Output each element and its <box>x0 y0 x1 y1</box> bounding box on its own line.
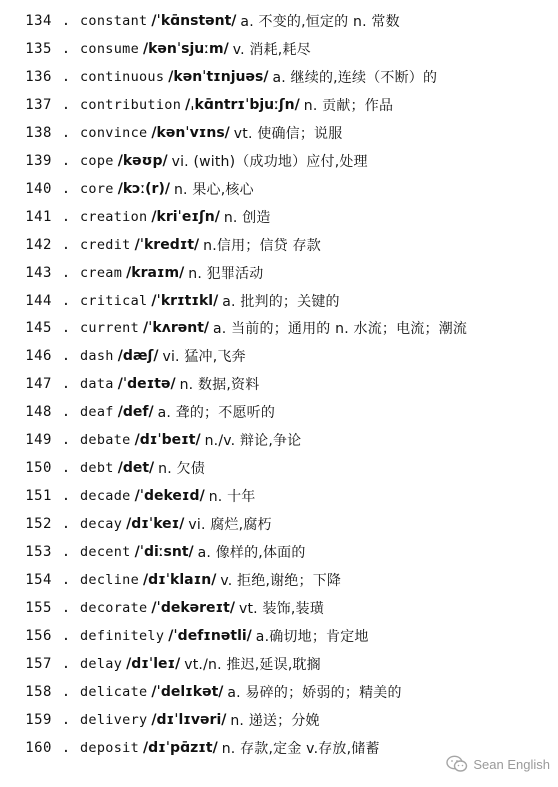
entry-phonetic: /dæʃ/ <box>117 348 159 365</box>
entry-word: decent <box>80 544 131 561</box>
entry-word: creation <box>80 208 148 225</box>
entry-separator: . <box>61 739 71 756</box>
entry-number: 150 <box>25 460 52 477</box>
entry-phonetic: /ˈkʌrənt/ <box>143 320 210 337</box>
entry-phonetic: /ˌkɑ̄ntrɪˈbjuːʃn/ <box>185 96 300 113</box>
entry-number: 135 <box>25 40 52 57</box>
entry-phonetic: /ˈdekeɪd/ <box>134 488 205 505</box>
entry-meaning: vi. (with)（成功地）应付,处理 <box>171 153 368 170</box>
entry-word: deposit <box>80 739 139 756</box>
entry-row <box>0 91 558 119</box>
entry-meaning: n. 十年 <box>208 489 256 506</box>
watermark-text: Sean English <box>473 756 550 772</box>
entry-row <box>0 398 558 426</box>
entry-meaning: n. 贡献；作品 <box>303 97 394 114</box>
entry-number: 142 <box>25 236 52 253</box>
entry-word: delicate <box>80 683 148 700</box>
entry-separator: . <box>61 599 71 616</box>
entry-number: 159 <box>25 711 52 728</box>
entry-row <box>0 538 558 566</box>
entry-separator: . <box>61 348 71 365</box>
entry-separator: . <box>61 627 71 644</box>
entry-row <box>0 622 558 650</box>
entry-number: 156 <box>25 627 52 644</box>
entry-row <box>0 203 558 231</box>
entry-row <box>0 426 558 454</box>
entry-meaning: n./v. 辩论,争论 <box>204 433 302 450</box>
entry-word: credit <box>80 236 131 253</box>
entry-phonetic: /kənˈvɪns/ <box>151 124 230 141</box>
entry-row <box>0 314 558 342</box>
entry-phonetic: /kənˈtɪnjuəs/ <box>168 68 269 85</box>
entry-phonetic: /ˈkredɪt/ <box>134 236 200 253</box>
entry-number: 136 <box>25 68 52 85</box>
entry-word: convince <box>80 124 148 141</box>
entry-number: 155 <box>25 599 52 616</box>
entry-separator: . <box>61 516 71 533</box>
entry-word: decay <box>80 516 123 533</box>
entry-phonetic: /kɔː(r)/ <box>117 180 170 197</box>
entry-meaning: v. 消耗,耗尽 <box>232 41 311 58</box>
entry-separator: . <box>61 488 71 505</box>
entry-meaning: a. 聋的；不愿听的 <box>157 405 276 422</box>
entry-separator: . <box>61 292 71 309</box>
entry-separator: . <box>61 68 71 85</box>
entry-row <box>0 7 558 35</box>
entry-meaning: n. 递送；分娩 <box>230 712 320 729</box>
entry-word: deaf <box>80 404 114 421</box>
entry-number: 145 <box>25 320 52 337</box>
entry-phonetic: /ˈdelɪkət/ <box>151 683 224 700</box>
entry-number: 140 <box>25 180 52 197</box>
entry-word: critical <box>80 292 148 309</box>
entry-meaning: n. 犯罪活动 <box>188 265 264 282</box>
entry-word: decorate <box>80 599 148 616</box>
entry-number: 134 <box>25 13 52 29</box>
entry-row <box>0 594 558 622</box>
entry-phonetic: /ˈdekəreɪt/ <box>151 599 235 616</box>
entry-meaning: a. 继续的,连续（不断）的 <box>272 69 438 86</box>
entry-phonetic: /ˈdefɪnətli/ <box>168 627 252 644</box>
entry-word: constant <box>80 13 148 29</box>
entry-row <box>0 678 558 706</box>
entry-word: decline <box>80 572 139 588</box>
entry-separator: . <box>61 180 71 197</box>
entry-phonetic: /ˈdiːsnt/ <box>134 544 194 561</box>
entry-meaning: n. 欠债 <box>158 461 205 478</box>
entry-number: 152 <box>25 516 52 533</box>
entry-row <box>0 147 558 175</box>
entry-number: 151 <box>25 488 52 505</box>
entry-meaning: vt. 使确信；说服 <box>233 125 343 142</box>
entry-meaning: v. 拒绝,谢绝；下降 <box>220 573 342 589</box>
entry-separator: . <box>61 264 71 281</box>
entry-separator: . <box>61 208 71 225</box>
entry-phonetic: /dɪˈpɑ̄zɪt/ <box>143 739 218 756</box>
entry-phonetic: /ˈkɑ̄nstənt/ <box>151 13 237 29</box>
entry-phonetic: /ˈkrɪtɪkl/ <box>151 292 219 309</box>
entry-phonetic: /ˈdeɪtə/ <box>117 376 176 393</box>
entry-number: 157 <box>25 655 52 672</box>
entry-number: 138 <box>25 124 52 141</box>
entry-word: data <box>80 376 114 393</box>
entry-separator: . <box>61 96 71 113</box>
entry-word: delay <box>80 655 123 672</box>
entry-row <box>0 706 558 734</box>
entry-phonetic: /dɪˈkeɪ/ <box>126 516 185 533</box>
entry-phonetic: /kənˈsjuːm/ <box>143 40 229 57</box>
entry-number: 158 <box>25 683 52 700</box>
entry-row <box>0 259 558 287</box>
entry-number: 137 <box>25 96 52 113</box>
entry-meaning: vi. 腐烂,腐朽 <box>188 517 272 534</box>
entry-phonetic: /dɪˈleɪ/ <box>126 655 181 672</box>
entry-meaning: a. 像样的,体面的 <box>197 545 306 562</box>
entry-separator: . <box>61 236 71 253</box>
entry-separator: . <box>61 655 71 672</box>
entry-separator: . <box>61 683 71 700</box>
entry-word: cope <box>80 152 114 169</box>
entry-number: 149 <box>25 432 52 449</box>
entry-word: delivery <box>80 711 148 728</box>
entry-separator: . <box>61 460 71 477</box>
entry-row <box>0 370 558 398</box>
entry-separator: . <box>61 40 71 57</box>
entry-meaning: a. 易碎的；娇弱的；精美的 <box>227 684 402 701</box>
entry-separator: . <box>61 152 71 169</box>
entry-number: 147 <box>25 376 52 393</box>
entry-meaning: vt. 装饰,装璜 <box>238 600 324 617</box>
entry-separator: . <box>61 376 71 393</box>
entry-meaning: vi. 猛冲,飞奔 <box>162 349 246 366</box>
entry-word: core <box>80 180 114 197</box>
entry-phonetic: /dɪˈklaɪn/ <box>143 572 217 588</box>
entry-word: continuous <box>80 68 165 85</box>
entry-row <box>0 175 558 203</box>
entry-phonetic: /def/ <box>117 404 154 421</box>
entry-word: cream <box>80 264 123 281</box>
entry-separator: . <box>61 404 71 421</box>
entry-meaning: a. 当前的；通用的 n. 水流；电流；潮流 <box>213 321 468 338</box>
entry-separator: . <box>61 711 71 728</box>
entry-number: 154 <box>25 572 52 588</box>
entry-word: current <box>80 320 139 337</box>
entry-separator: . <box>61 544 71 561</box>
entry-word: consume <box>80 40 139 57</box>
entry-number: 141 <box>25 208 52 225</box>
entry-row <box>0 63 558 91</box>
entry-number: 144 <box>25 292 52 309</box>
entry-number: 160 <box>25 739 52 756</box>
entry-row <box>0 231 558 259</box>
entry-row <box>0 510 558 538</box>
entry-number: 146 <box>25 348 52 365</box>
entry-word: debate <box>80 432 131 449</box>
entry-phonetic: /dɪˈbeɪt/ <box>134 432 201 449</box>
watermark <box>446 755 550 773</box>
entry-number: 143 <box>25 264 52 281</box>
entry-row <box>0 119 558 147</box>
entry-phonetic: /det/ <box>117 460 155 477</box>
entry-meaning: n. 果心,核心 <box>173 181 254 198</box>
entry-number: 148 <box>25 404 52 421</box>
entry-separator: . <box>61 572 71 588</box>
entry-meaning: a. 不变的,恒定的 n. 常数 <box>240 14 400 30</box>
entry-row <box>0 566 558 594</box>
entry-word: debt <box>80 460 114 477</box>
entry-row <box>0 482 558 510</box>
entry-row <box>0 287 558 315</box>
entry-row <box>0 35 558 63</box>
entry-word: decade <box>80 488 131 505</box>
wechat-icon <box>446 755 468 773</box>
entry-meaning: n.信用；信贷 存款 <box>203 237 321 254</box>
entry-phonetic: /dɪˈlɪvəri/ <box>151 711 227 728</box>
entry-meaning: a.确切地；肯定地 <box>255 628 369 645</box>
entry-word: dash <box>80 348 114 365</box>
entry-meaning: n. 创造 <box>223 209 271 226</box>
entry-separator: . <box>61 432 71 449</box>
entry-row <box>0 454 558 482</box>
entry-row <box>0 650 558 678</box>
entry-meaning: vt./n. 推迟,延误,耽搁 <box>184 656 321 673</box>
entry-number: 139 <box>25 152 52 169</box>
entry-word: contribution <box>80 96 182 113</box>
entry-phonetic: /kriˈeɪʃn/ <box>151 208 220 225</box>
entry-number: 153 <box>25 544 52 561</box>
entry-meaning: n. 存款,定金 v.存放,储蓄 <box>221 740 380 757</box>
entry-phonetic: /kəʊp/ <box>117 152 168 169</box>
entry-word: definitely <box>80 627 165 644</box>
entry-separator: . <box>61 13 71 29</box>
entry-separator: . <box>61 320 71 337</box>
entry-phonetic: /kraɪm/ <box>126 264 185 281</box>
entry-meaning: a. 批判的；关键的 <box>222 293 340 310</box>
entry-row <box>0 342 558 370</box>
entry-separator: . <box>61 124 71 141</box>
entry-meaning: n. 数据,资料 <box>179 377 260 394</box>
